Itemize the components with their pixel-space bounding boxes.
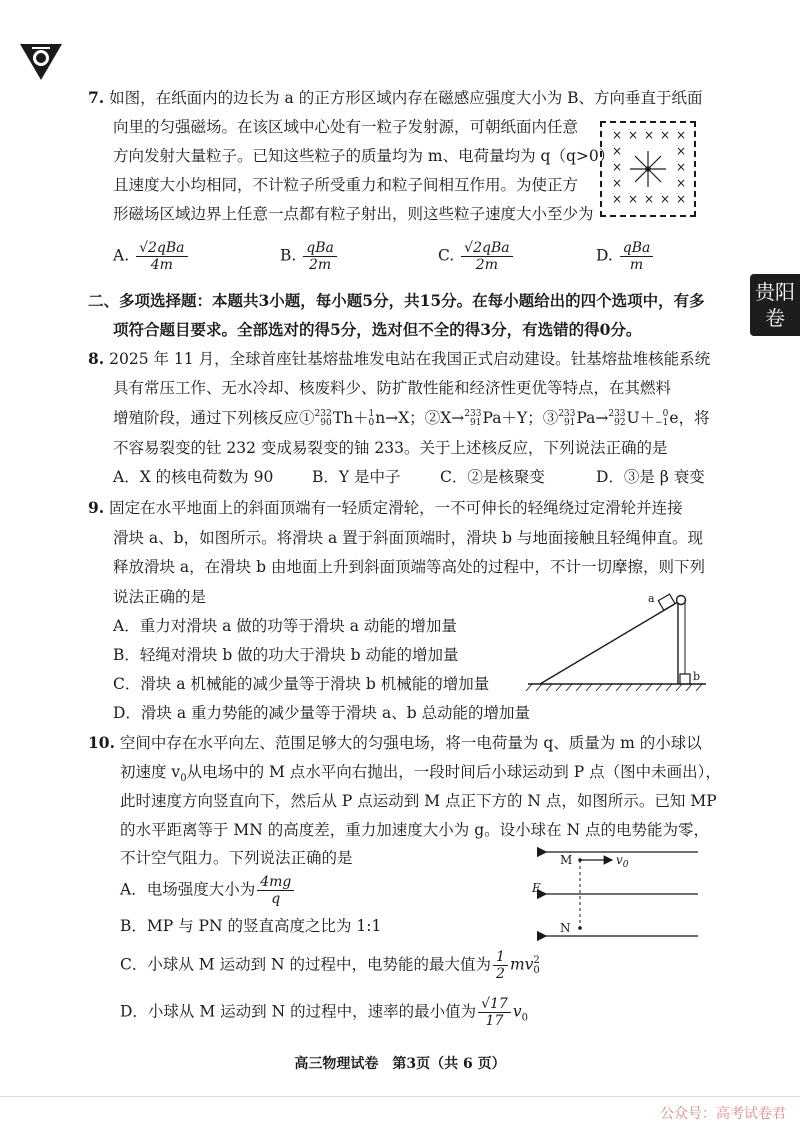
q10-line1: 空间中存在水平向左、范围足够大的匀强电场，将一电荷量为 q、质量为 m 的小球以 xyxy=(119,734,702,752)
field-cross-icon: × xyxy=(644,128,655,142)
field-cross-icon: × xyxy=(676,176,687,190)
svg-text:v0: $v_0$ xyxy=(616,853,629,870)
slider-b-block xyxy=(680,674,690,684)
footer-rule xyxy=(0,1096,800,1097)
q9-option-a[interactable]: A．重力对滑块 a 做的功等于滑块 a 动能的增加量 xyxy=(113,617,457,635)
q9-line4: 说法正确的是 xyxy=(113,588,207,606)
magnetic-field-figure xyxy=(600,121,696,217)
pulley-icon xyxy=(677,596,686,605)
q8-line3: 增殖阶段，通过下列核反应① 232 90 Th＋ 1 0 n→X；②X→ 233 91 Pa＋Y；③ 233 91 Pa→ 233 92 U＋ 0 −1 e，将 xyxy=(113,409,710,428)
q10-option-a[interactable]: A．电场强度大小为 $\frac{4mg}{q}$ xyxy=(120,874,296,907)
q8-line4: 不容易裂变的钍 232 变成易裂变的铀 233。关于上述核反应，下列说法正确的是 xyxy=(113,439,668,457)
fig-label-e: E xyxy=(532,881,541,895)
school-logo xyxy=(18,42,64,82)
question-number: 7. xyxy=(88,88,105,107)
q9-line3: 释放滑块 a，在滑块 b 由地面上升到斜面顶端等高处的过程中，不计一切摩擦，则下列 xyxy=(113,558,705,576)
electric-field-figure xyxy=(528,842,704,946)
region-tab-line2: 卷 xyxy=(765,306,785,330)
q7-option-b[interactable]: B. $\frac{\text{qBa}}{2m}$ xyxy=(280,240,339,273)
section2-line2: 项符合题目要求。全部选对的得5分，选对但不全的得3分，有选错的得0分。 xyxy=(113,320,642,339)
q10-option-b[interactable]: B．MP 与 PN 的竖直高度之比为 1:1 xyxy=(120,917,382,935)
fig-label-a: a xyxy=(648,592,655,605)
fig-label-v0: v xyxy=(616,853,623,867)
q9-line2: 滑块 a、b，如图所示。将滑块 a 置于斜面顶端时，滑块 b 与地面接触且轻绳伸直。现 xyxy=(113,529,703,547)
q8-option-a[interactable]: A．X 的核电荷数为 90 xyxy=(113,468,274,486)
field-cross-icon: × xyxy=(628,128,639,142)
q7-line4: 且速度大小均相同，不计粒子所受重力和粒子间相互作用。为使正方 xyxy=(113,176,579,194)
field-cross-icon: × xyxy=(676,160,687,174)
q7-option-c[interactable]: C. $\frac{\text{√2qBa}}{2m}$ xyxy=(438,240,515,273)
field-cross-icon: × xyxy=(660,192,671,206)
field-cross-icon: × xyxy=(644,192,655,206)
fig-label-b: b xyxy=(693,670,701,683)
field-cross-icon: × xyxy=(676,128,687,142)
q7-option-d[interactable]: D. $\frac{\text{qBa}}{m}$ xyxy=(596,240,655,273)
field-cross-icon: × xyxy=(660,128,671,142)
q10-option-c[interactable]: C．小球从 M 运动到 N 的过程中，电势能的最大值为 $\frac{1}{2}$ mv 2 0 xyxy=(120,949,540,982)
q9-option-d[interactable]: D．滑块 a 重力势能的减少量等于滑块 a、b 总动能的增加量 xyxy=(113,704,531,722)
fig-label-m: M xyxy=(560,853,573,867)
page-footer: 高三物理试卷 第3页（共 6 页） xyxy=(294,1056,506,1072)
field-cross-icon: × xyxy=(612,160,623,174)
region-tab-line1: 贵阳 xyxy=(755,280,795,304)
q10-line4: 的水平距离等于 MN 的高度差，重力加速度大小为 g。设小球在 N 点的电势能为零， xyxy=(120,821,710,839)
field-cross-icon: × xyxy=(676,144,687,158)
slider-a-block xyxy=(658,594,675,610)
q8-line1: 2025 年 11 月，全球首座钍基熔盐堆发电站在我国正式启动建设。钍基熔盐堆核能系统 xyxy=(109,350,711,368)
q10-line2: 初速度 $v_0$从电场中的 M 点水平向右抛出，一段时间后小球运动到 P 点（图中未画出）， xyxy=(120,763,721,785)
q7-option-a[interactable]: A. $\frac{\text{√2qBa}}{4m}$ xyxy=(113,240,190,273)
region-tab xyxy=(750,274,800,336)
question-number: 9. xyxy=(88,498,105,517)
section2-line1: 二、多项选择题：本题共3小题，每小题5分，共15分。在每小题给出的四个选项中，有多 xyxy=(88,291,705,310)
q10-line3: 此时速度方向竖直向下，然后从 P 点运动到 M 点正下方的 N 点，如图所示。已知 MP xyxy=(120,792,717,810)
q9-option-c[interactable]: C．滑块 a 机械能的减少量等于滑块 b 机械能的增加量 xyxy=(113,675,490,693)
incline-pulley-figure xyxy=(520,588,710,698)
field-cross-icon: × xyxy=(612,192,623,206)
field-cross-icon: × xyxy=(612,144,623,158)
q8-option-b[interactable]: B．Y 是中子 xyxy=(312,468,401,486)
q8-line2: 具有常压工作、无水冷却、核废料少、防扩散性能和经济性更优等特点，在其燃料 xyxy=(113,379,672,397)
q8-option-d[interactable]: D．③是 β 衰变 xyxy=(596,468,705,486)
field-cross-icon: × xyxy=(676,192,687,206)
q7-line2: 向里的匀强磁场。在该区域中心处有一粒子发射源，可朝纸面内任意 xyxy=(113,118,579,136)
field-cross-icon: × xyxy=(612,176,623,190)
q9-line1: 固定在水平地面上的斜面顶端有一轻质定滑轮，一不可伸长的轻绳绕过定滑轮并连接 xyxy=(109,499,683,517)
q7-line3: 方向发射大量粒子。已知这些粒子的质量均为 m、电荷量均为 q（q>0） xyxy=(113,147,615,165)
watermark: 公众号：高考试卷君 xyxy=(660,1106,786,1122)
q9-option-b[interactable]: B．轻绳对滑块 b 做的功大于滑块 b 动能的增加量 xyxy=(113,646,459,664)
fig-label-n: N xyxy=(560,921,571,935)
question-number: 8. xyxy=(88,349,105,368)
q10-line5: 不计空气阻力。下列说法正确的是 xyxy=(120,849,353,867)
q8-option-c[interactable]: C．②是核聚变 xyxy=(440,468,545,486)
question-number: 10. xyxy=(88,733,115,752)
field-cross-icon: × xyxy=(612,128,623,142)
q7-line5: 形磁场区域边界上任意一点都有粒子射出，则这些粒子速度大小至少为 xyxy=(113,205,594,223)
q7-line1: 如图，在纸面内的边长为 a 的正方形区域内存在磁感应强度大小为 B、方向垂直于纸面 xyxy=(109,89,703,107)
field-cross-icon: × xyxy=(628,192,639,206)
q10-option-d[interactable]: D．小球从 M 运动到 N 的过程中，速率的最小值为 $\frac{√17}{17}$ $v_0$ xyxy=(120,996,528,1029)
